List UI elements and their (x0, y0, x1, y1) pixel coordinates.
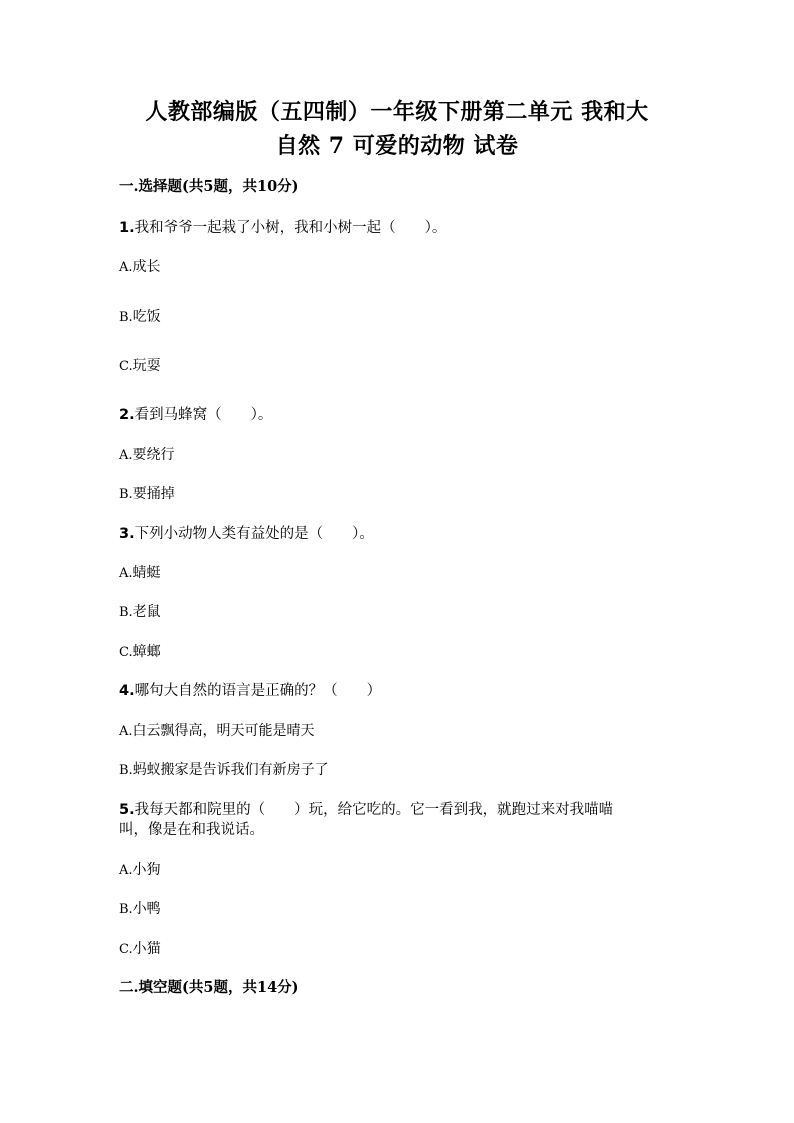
question-text: 我每天都和院里的（ ）玩，给它吃的。它一看到我，就跑过来对我喵喵 (134, 802, 614, 818)
option-1a (119, 257, 161, 278)
question-text: 看到马蜂窝（ ）。 (134, 407, 273, 423)
option-text: 要绕行 (132, 447, 175, 463)
exam-title-line2: 自然 7 可爱的动物 试卷 (275, 133, 519, 159)
question-2 (119, 405, 675, 425)
option-letter: B. (119, 310, 133, 325)
option-5a (119, 860, 161, 881)
option-text: 蚂蚁搬家是告诉我们有新房子了 (132, 762, 329, 778)
section-heading-choice: 一.选择题(共5题，共10分) (119, 178, 299, 195)
question-line-2: 叫，像是在和我说话。 (119, 822, 264, 838)
question-number: 4. (119, 683, 135, 699)
option-letter: B. (119, 605, 133, 620)
option-5b (119, 899, 161, 920)
option-text: 小狗 (132, 862, 161, 878)
section-heading-fill: 二.填空题(共5题，共14分) (119, 979, 299, 996)
option-3a (119, 563, 161, 584)
question-number: 5. (119, 802, 135, 818)
option-text: 成长 (132, 259, 161, 275)
question-number: 2. (119, 407, 135, 423)
question-3 (119, 524, 675, 544)
option-text: 老鼠 (132, 604, 161, 620)
question-text: 哪句大自然的语言是正确的？（ ） (134, 683, 382, 699)
option-letter: C. (119, 942, 133, 957)
option-text: 白云飘得高，明天可能是晴天 (132, 723, 315, 739)
option-letter: B. (119, 902, 133, 917)
option-text: 小猫 (132, 941, 161, 957)
option-1b (119, 307, 161, 328)
question-number: 1. (119, 220, 135, 236)
option-letter: B. (119, 487, 133, 502)
option-letter: A. (119, 448, 133, 463)
question-number: 3. (119, 526, 135, 542)
option-letter: A. (119, 260, 133, 275)
question-1 (119, 218, 675, 238)
option-letter: C. (119, 645, 133, 660)
option-2b (119, 484, 175, 505)
question-4 (119, 681, 675, 701)
option-text: 蟑螂 (132, 644, 161, 660)
option-text: 小鸭 (132, 901, 161, 917)
question-5 (119, 800, 675, 840)
option-4b (119, 760, 329, 781)
option-letter: A. (119, 566, 133, 581)
option-letter: C. (119, 359, 133, 374)
option-text: 要捅掉 (132, 486, 175, 502)
option-1c (119, 356, 161, 377)
question-line-1 (119, 800, 675, 820)
option-3c (119, 642, 161, 663)
option-letter: B. (119, 763, 133, 778)
option-text: 吃饭 (132, 309, 161, 325)
option-5c (119, 939, 161, 960)
option-3b (119, 602, 161, 623)
question-text: 下列小动物人类有益处的是（ ）。 (134, 526, 374, 542)
option-text: 蜻蜓 (132, 565, 161, 581)
option-text: 玩耍 (132, 358, 161, 374)
option-2a (119, 445, 175, 466)
option-letter: A. (119, 863, 133, 878)
option-4a (119, 721, 315, 742)
question-text: 我和爷爷一起栽了小树，我和小树一起（ ）。 (134, 220, 447, 236)
option-letter: A. (119, 724, 133, 739)
exam-title-line1: 人教部编版（五四制）一年级下册第二单元 我和大 (145, 99, 649, 125)
